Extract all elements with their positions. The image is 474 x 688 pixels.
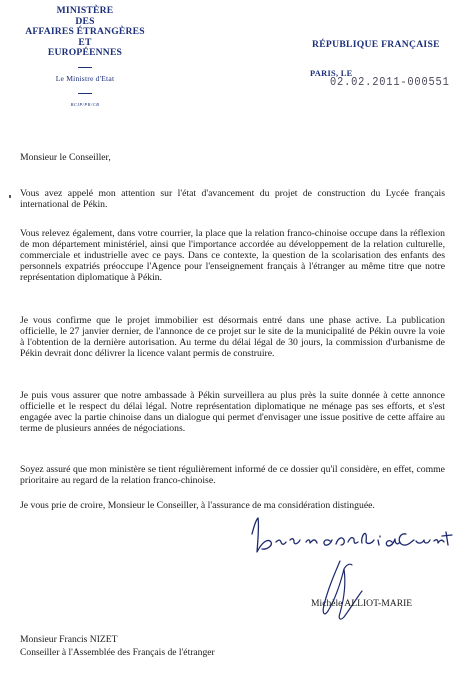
recipient-name: Monsieur Francis NIZET [20, 634, 118, 645]
ministry-letterhead [0, 6, 170, 110]
place-label: PARIS, LE [310, 69, 353, 78]
paragraph-5: Soyez assuré que mon ministère se tient régulièrement informé de ce dossier qu'il considère, en effet, comme prioritaire au regard de la relation franco-chinoise. [20, 464, 445, 487]
reference-code: BCIP/PR/CB [70, 101, 100, 107]
paragraph-6: Je vous prie de croire, Monsieur le Conseiller, à l'assurance de ma considération distinguée. [20, 500, 375, 511]
ministry-line: DES [75, 15, 95, 27]
paragraph-2: Vous relevez également, dans votre courrier, la place que la relation franco-chinoise occupe dans la réflexion de mon département ministériel, ainsi que l'importance accordée au développement de la relation culturelle, commerciale et industrielle avec ce pays. Dans ce contexte, la question de la scolarisation des enfants des personnels expatriés préoccupe l'Agence pour l'enseignement français à l'étranger au même titre que notre représentation diplomatique à Pékin. [20, 228, 445, 284]
recipient-block [20, 634, 215, 659]
ministry-line: AFFAIRES ÉTRANGÈRES [25, 26, 145, 38]
letterhead-divider [78, 67, 92, 68]
letterhead-divider [78, 93, 92, 94]
signer-name: Michèle ALLIOT-MARIE [311, 598, 413, 609]
republic-heading: RÉPUBLIQUE FRANÇAISE [312, 39, 440, 50]
paragraph-3: Je vous confirme que le projet immobilier est désormais entré dans une phase active. La publication officielle, le 27 janvier dernier, de l'annonce de ce projet sur le site de la municipalité de Pékin ouvre la voie à l'obtention de la dernière autorisation. Au terme du délai légal de 30 jours, la commission d'urbanisme de Pékin devrait donc délivrer la licence valant permis de construire. [20, 315, 445, 360]
margin-mark [9, 195, 11, 198]
salutation: Monsieur le Conseiller, [20, 152, 111, 163]
recipient-title: Conseiller à l'Assemblée des Français de l'étranger [20, 646, 215, 658]
date-stamp: 02.02.2011-000551 [330, 76, 450, 90]
paragraph-1: Vous avez appelé mon attention sur l'état d'avancement du projet de construction du Lycée français international de Pékin. [20, 188, 445, 211]
signature-mark [300, 555, 390, 635]
ministry-line: MINISTÈRE [56, 5, 114, 16]
ministry-line: ET [78, 36, 92, 48]
minister-title: Le Ministre d'Etat [55, 73, 115, 83]
paragraph-4: Je puis vous assurer que notre ambassade à Pékin surveillera au plus près la suite donnée à cette annonce officielle et le respect du délai légal. Notre représentation diplomatique ne ménage pas ses efforts, et s'est engagée avec la partie chinoise dans un dialogue qui permet d'envisager une issue positive de cette affaire au terme de plusieurs années de négociations. [20, 390, 445, 435]
ministry-line: EUROPÉENNES [47, 47, 123, 59]
